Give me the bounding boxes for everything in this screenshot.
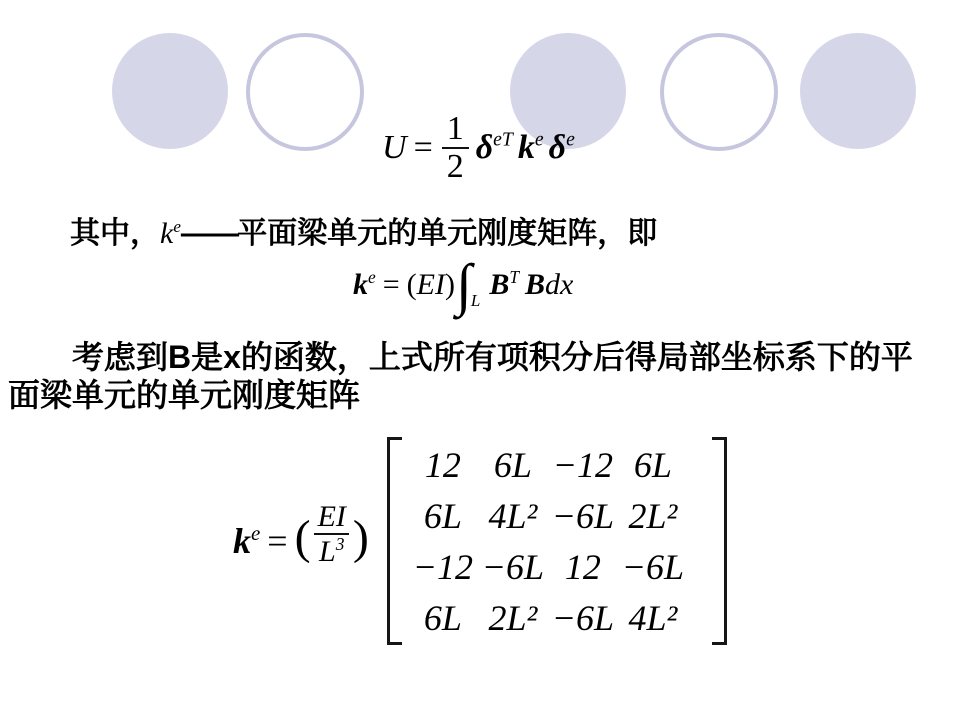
where-clause-line (70, 208, 657, 252)
superscript: T (509, 267, 520, 287)
matrix-cell: 4L² (628, 597, 678, 638)
B-transpose-term: $B^T$ (489, 267, 520, 301)
equals-sign: = (413, 129, 433, 166)
open-paren: ( (294, 510, 311, 564)
superscript: e (566, 128, 575, 151)
fraction-one-half (442, 111, 469, 184)
matrix-cell: 2L² (488, 597, 538, 638)
superscript: eT (493, 128, 513, 151)
matrix-cell: 12 (424, 444, 461, 485)
close-paren: ) (444, 268, 455, 301)
matrix-right-bracket (712, 437, 727, 645)
differential-dx: dx (545, 268, 574, 301)
delta-e-term: $\delta^e$ (548, 128, 575, 166)
decor-circle-outlined-2 (660, 33, 778, 151)
matrix-left-bracket (387, 437, 402, 645)
stiffness-matrix (387, 437, 727, 645)
k-e-lhs: $k^e$ (233, 521, 261, 561)
fraction-denominator: 2 (442, 147, 469, 185)
fraction-numerator: EI (317, 500, 346, 533)
paragraph-line-1: 考虑到B是x的函数，上式所有项积分后得局部坐标系下的平 (8, 339, 913, 375)
strain-energy-formula (382, 108, 575, 188)
k-e-lhs: $k^e$ (353, 267, 376, 301)
matrix-cell: −12 (412, 546, 474, 587)
EI-over-L3-fraction (313, 501, 351, 567)
matrix-cell: −6L (551, 597, 615, 638)
matrix-cell: 6L (423, 495, 462, 536)
matrix-cell: −6L (481, 546, 545, 587)
matrix-cell: −12 (552, 444, 614, 485)
matrix-cell: 12 (564, 546, 601, 587)
open-paren: ( (406, 268, 417, 301)
decor-circle-outlined-1 (246, 33, 364, 151)
paragraph-line-2: 面梁单元的单元刚度矩阵 (8, 377, 361, 413)
integral-over-L (455, 252, 481, 317)
where-prefix: 其中， (70, 217, 160, 250)
matrix-cell: 6L (493, 444, 532, 485)
integral-sign: ∫ (455, 252, 472, 317)
em-dash: —— (180, 217, 238, 250)
decor-circle-filled-1 (112, 33, 228, 149)
fraction-numerator: 1 (446, 110, 464, 148)
superscript: 3 (335, 533, 345, 554)
stiffness-matrix-formula (233, 434, 727, 648)
formula-u-lhs: U (382, 129, 407, 166)
superscript: e (534, 128, 544, 151)
matrix-cell: −6L (551, 495, 615, 536)
body-paragraph (8, 338, 956, 414)
B-term: B (525, 268, 546, 301)
delta-eT-term: $\delta^{eT}$ (475, 128, 513, 166)
superscript: e (251, 521, 261, 545)
equals-sign: = (267, 521, 288, 561)
coefficient-EI: EI (416, 268, 445, 301)
matrix-cell: 4L² (488, 495, 538, 536)
matrix-cells (402, 437, 712, 645)
superscript: e (368, 267, 376, 287)
matrix-cell: 6L (423, 597, 462, 638)
close-paren: ) (352, 510, 369, 564)
decor-circle-filled-3 (800, 33, 916, 149)
matrix-cell: −6L (621, 546, 685, 587)
stiffness-integral-formula (353, 254, 573, 316)
fraction-denominator: $L^3$ (314, 533, 349, 568)
matrix-cell: 2L² (628, 495, 678, 536)
where-suffix: 平面梁单元的单元刚度矩阵，即 (237, 217, 658, 250)
matrix-cell: 6L (633, 444, 672, 485)
k-e-term: $k^e$ (517, 128, 544, 166)
equals-sign: = (382, 268, 400, 301)
integral-subscript: L (470, 291, 481, 310)
k-e-inline-symbol: $k^e$ (160, 217, 181, 250)
superscript: e (173, 217, 181, 236)
